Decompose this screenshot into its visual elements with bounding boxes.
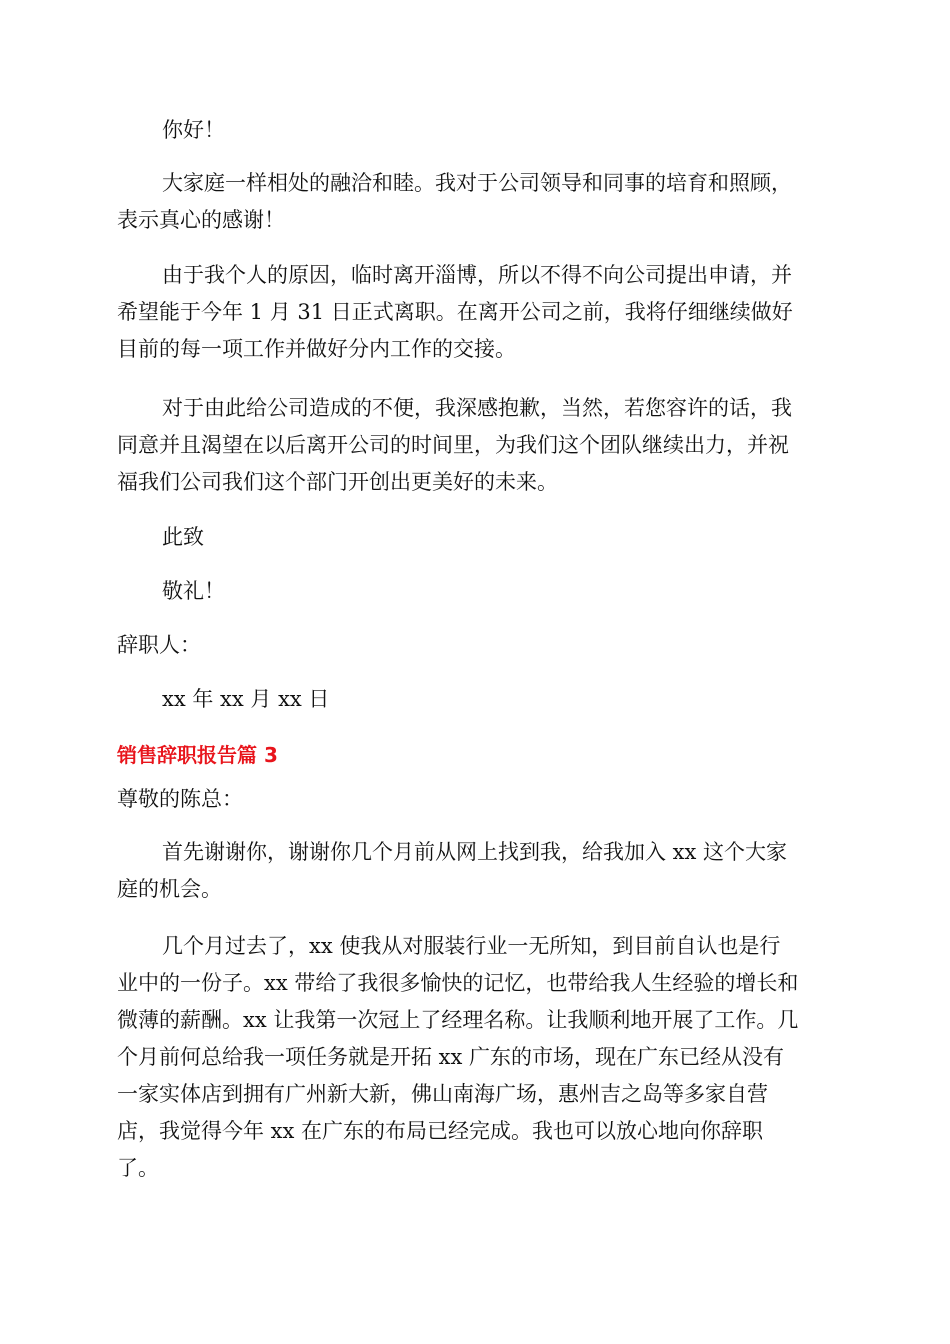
paragraph-line: 首先谢谢你，谢谢你几个月前从网上找到我，给我加入 xx 这个大家 [162,840,788,864]
signature-label [117,627,837,664]
paragraph-line: 店，我觉得今年 xx 在广东的布局已经完成。我也可以放心地向你辞职 [117,1119,764,1143]
closing-line: 此致 [162,525,204,549]
letter1-paragraph-1 [117,165,837,239]
paragraph-line: 了。 [117,1156,159,1180]
closing-line: 敬礼！ [162,579,225,603]
section-heading: 销售辞职报告篇 3 [117,743,278,767]
salutation-line: 尊敬的陈总： [117,787,243,811]
letter1-paragraph-2 [117,257,837,368]
paragraph-line: 一家实体店到拥有广州新大新，佛山南海广场，惠州吉之岛等多家自营 [117,1082,768,1106]
paragraph-line: 几个月过去了，xx 使我从对服装行业一无所知，到目前自认也是行 [162,934,781,958]
paragraph-line: 由于我个人的原因，临时离开淄博，所以不得不向公司提出申请，并 [162,263,792,287]
paragraph-line: 同意并且渴望在以后离开公司的时间里，为我们这个团队继续出力，并祝 [117,433,789,457]
paragraph-line: 庭的机会。 [117,877,222,901]
greeting-line: 你好！ [162,118,225,142]
paragraph-line: 微薄的薪酬。xx 让我第一次冠上了经理名称。让我顺利地开展了工作。几 [117,1008,799,1032]
paragraph-line: 个月前何总给我一项任务就是开拓 xx 广东的市场，现在广东已经从没有 [117,1045,785,1069]
date-text: xx 年 xx 月 xx 日 [162,687,330,711]
signature-line: 辞职人： [117,633,201,657]
paragraph-line: 目前的每一项工作并做好分内工作的交接。 [117,337,516,361]
date-line [117,681,837,718]
letter1-paragraph-3 [117,390,837,501]
letter2-salutation [117,781,837,818]
letter2-paragraph-2 [117,928,837,1187]
paragraph-line: 表示真心的感谢！ [117,208,285,232]
letter2-paragraph-1 [117,834,837,908]
greeting [117,112,837,149]
paragraph-line: 业中的一份子。xx 带给了我很多愉快的记忆，也带给我人生经验的增长和 [117,971,799,995]
paragraph-line: 大家庭一样相处的融洽和睦。我对于公司领导和同事的培育和照顾， [162,171,792,195]
paragraph-line: 对于由此给公司造成的不便，我深感抱歉，当然，若您容许的话，我 [162,396,792,420]
closing-regards [117,573,837,610]
closing-salutation [117,519,837,556]
paragraph-line: 福我们公司我们这个部门开创出更美好的未来。 [117,470,558,494]
paragraph-line: 希望能于今年 1 月 31 日正式离职。在离开公司之前，我将仔细继续做好 [117,300,793,324]
